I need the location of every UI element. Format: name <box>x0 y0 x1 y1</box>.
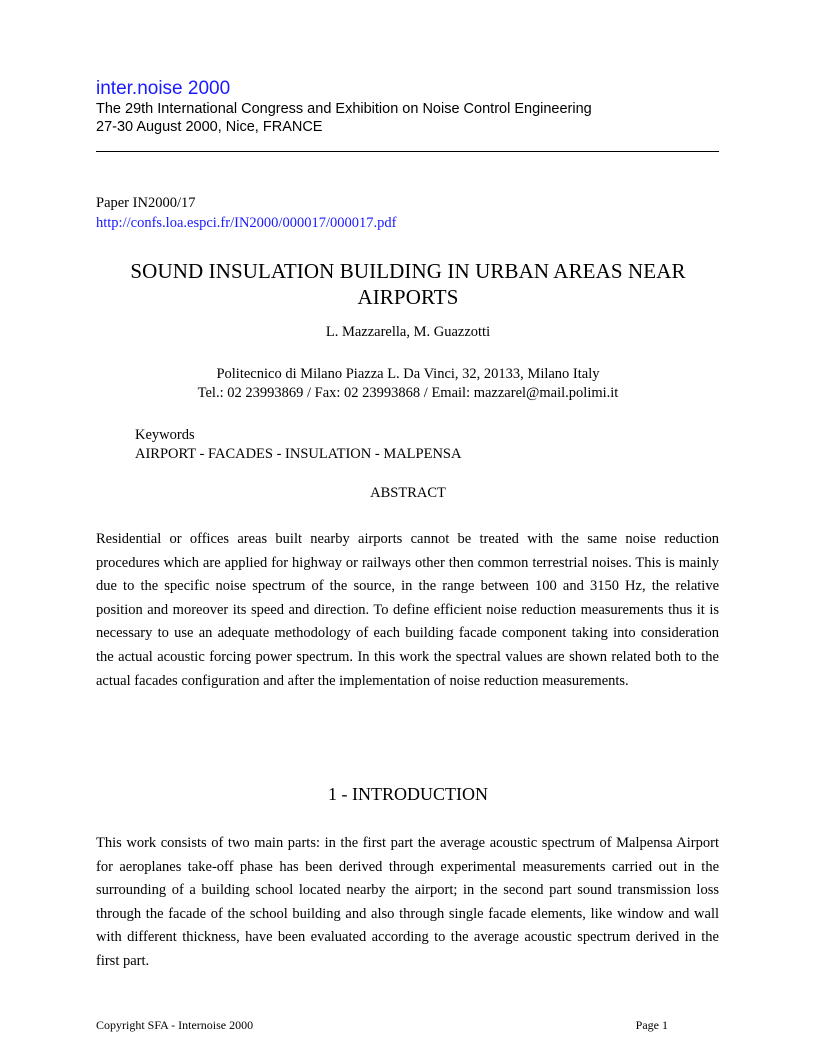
congress-title: The 29th International Congress and Exhibition on Noise Control Engineering <box>96 101 592 117</box>
conference-name: inter.noise 2000 <box>96 78 231 99</box>
footer-page-number: Page 1 <box>635 1018 668 1032</box>
introduction-text: This work consists of two main parts: in the first part the average acoustic spectrum of Malpensa Airport for aeroplanes take-off phase has been derived through experimental measurements carried out in the surrounding of a building school located nearby the airport; in the second part sound transmission loss through the facade of the school building and also through single facade elements, like window and wall with different thickness, have been evaluated according to the average acoustic spectrum derived in the first part. <box>96 835 719 969</box>
keywords-label: Keywords <box>135 427 195 443</box>
paper-authors: L. Mazzarella, M. Guazzotti <box>325 324 491 340</box>
header-divider <box>96 151 719 152</box>
author-affiliation-block <box>96 365 720 403</box>
introduction-heading: 1 - INTRODUCTION <box>328 784 488 804</box>
conference-header <box>96 78 720 136</box>
keywords-block <box>135 426 461 464</box>
conference-dates-location: 27-30 August 2000, Nice, FRANCE <box>96 119 323 135</box>
keywords-list: AIRPORT - FACADES - INSULATION - MALPENSA <box>135 446 462 462</box>
abstract-text: Residential or offices areas built nearby airports cannot be treated with the same noise reduction procedures which are applied for highway or railways other then common terrestrial noises. This is mainly due to the specific noise spectrum of the source, in the range between 100 and 3150 Hz, the relative position and moreover its speed and direction. To define efficient noise reduction measurements thus it is necessary to use an adequate methodology of each building facade component taking into consideration the actual acoustic forcing power spectrum. In this work the spectral values are shown related both to the actual facades configuration and after the implementation of noise reduction measurements. <box>96 531 719 689</box>
contact-info: Tel.: 02 23993869 / Fax: 02 23993868 / Email: mazzarel@mail.polimi.it <box>197 385 619 401</box>
paper-title: SOUND INSULATION BUILDING IN URBAN AREAS NEAR AIRPORTS <box>130 259 686 309</box>
abstract-heading: ABSTRACT <box>370 485 446 501</box>
footer-copyright: Copyright SFA - Internoise 2000 <box>96 1018 254 1032</box>
paper-url-link[interactable]: http://confs.loa.espci.fr/IN2000/000017/000017.pdf <box>96 215 397 231</box>
paper-id: Paper IN2000/17 <box>96 195 196 211</box>
affiliation: Politecnico di Milano Piazza L. Da Vinci, 32, 20133, Milano Italy <box>216 366 600 382</box>
